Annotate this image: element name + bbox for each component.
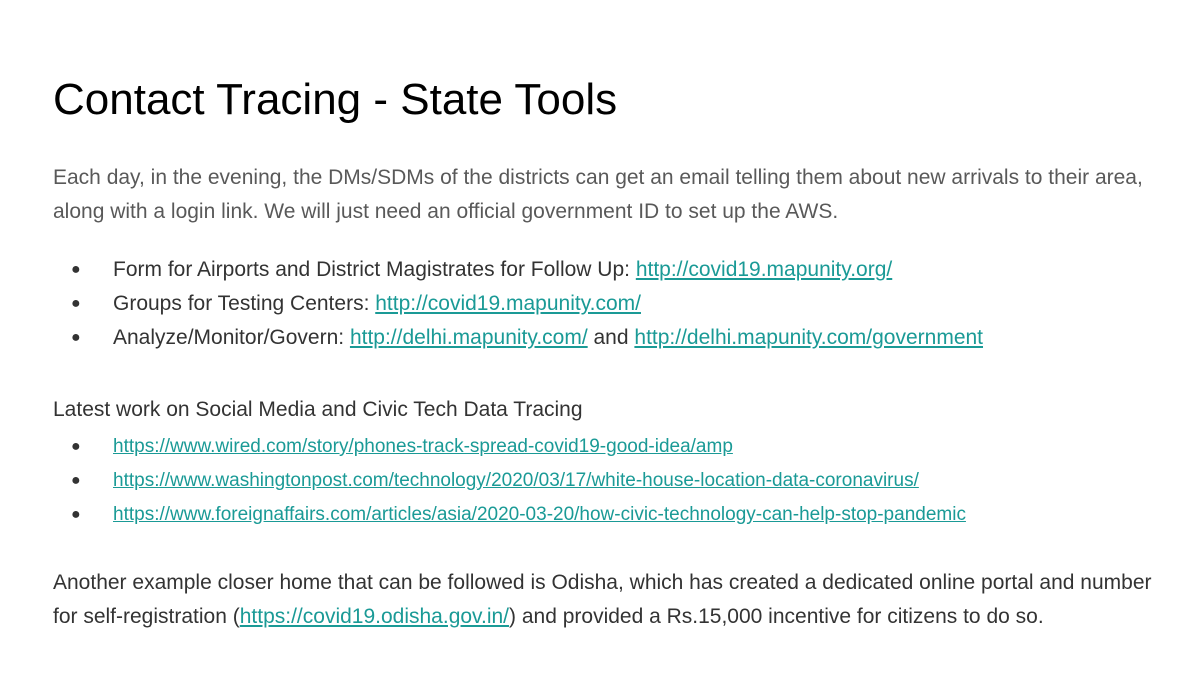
airport-form-link[interactable]: http://covid19.mapunity.org/ <box>635 258 893 281</box>
intro-paragraph: Each day, in the evening, the DMs/SDMs of the districts can get an email telling them about new arrivals to their area, along with a login link. We will just need an official government ID to set up the AWS. <box>53 166 1143 223</box>
testing-centers-link[interactable]: http://covid19.mapunity.com/ <box>375 292 641 315</box>
list-item <box>53 498 966 532</box>
list-item <box>53 430 966 464</box>
bullet-icon: ● <box>71 261 81 278</box>
bullet-icon: ● <box>71 506 81 523</box>
tools-list <box>53 253 983 355</box>
list-item <box>53 253 983 287</box>
odisha-paragraph <box>53 566 1163 634</box>
wired-article-link[interactable]: https://www.wired.com/story/phones-track-spread-covid19-good-idea/amp <box>113 436 733 457</box>
bullet-icon: ● <box>71 438 81 455</box>
connector-text: and <box>587 326 635 349</box>
outro-text-after: ) and provided a Rs.15,000 incentive for citizens to do so. <box>509 605 1044 628</box>
tool-label: Groups for Testing Centers: <box>113 292 376 315</box>
foreignaffairs-article-link[interactable]: https://www.foreignaffairs.com/articles/asia/2020-03-20/how-civic-technology-can-help-stop-pandemic <box>113 504 966 525</box>
bullet-icon: ● <box>71 472 81 489</box>
list-item <box>53 464 966 498</box>
odisha-portal-link[interactable]: https://covid19.odisha.gov.in/ <box>239 605 510 628</box>
outro-text-before: Another example closer home that can be followed is Odisha, which has created a dedicated online portal and number for self-registration ( <box>53 571 1152 628</box>
bullet-icon: ● <box>71 295 81 312</box>
delhi-government-link[interactable]: http://delhi.mapunity.com/government <box>634 326 984 349</box>
washingtonpost-article-link[interactable]: https://www.washingtonpost.com/technology/2020/03/17/white-house-location-data-coronavirus/ <box>113 470 919 491</box>
latest-work-heading: Latest work on Social Media and Civic Tech Data Tracing <box>53 398 583 421</box>
delhi-mapunity-link[interactable]: http://delhi.mapunity.com/ <box>349 326 588 349</box>
latest-links-list <box>53 430 966 532</box>
tool-label: Form for Airports and District Magistrates for Follow Up: <box>113 258 636 281</box>
list-item <box>53 287 983 321</box>
bullet-icon: ● <box>71 329 81 346</box>
list-item <box>53 321 983 355</box>
slide-title: Contact Tracing - State Tools <box>53 75 618 124</box>
tool-label: Analyze/Monitor/Govern: <box>113 326 350 349</box>
